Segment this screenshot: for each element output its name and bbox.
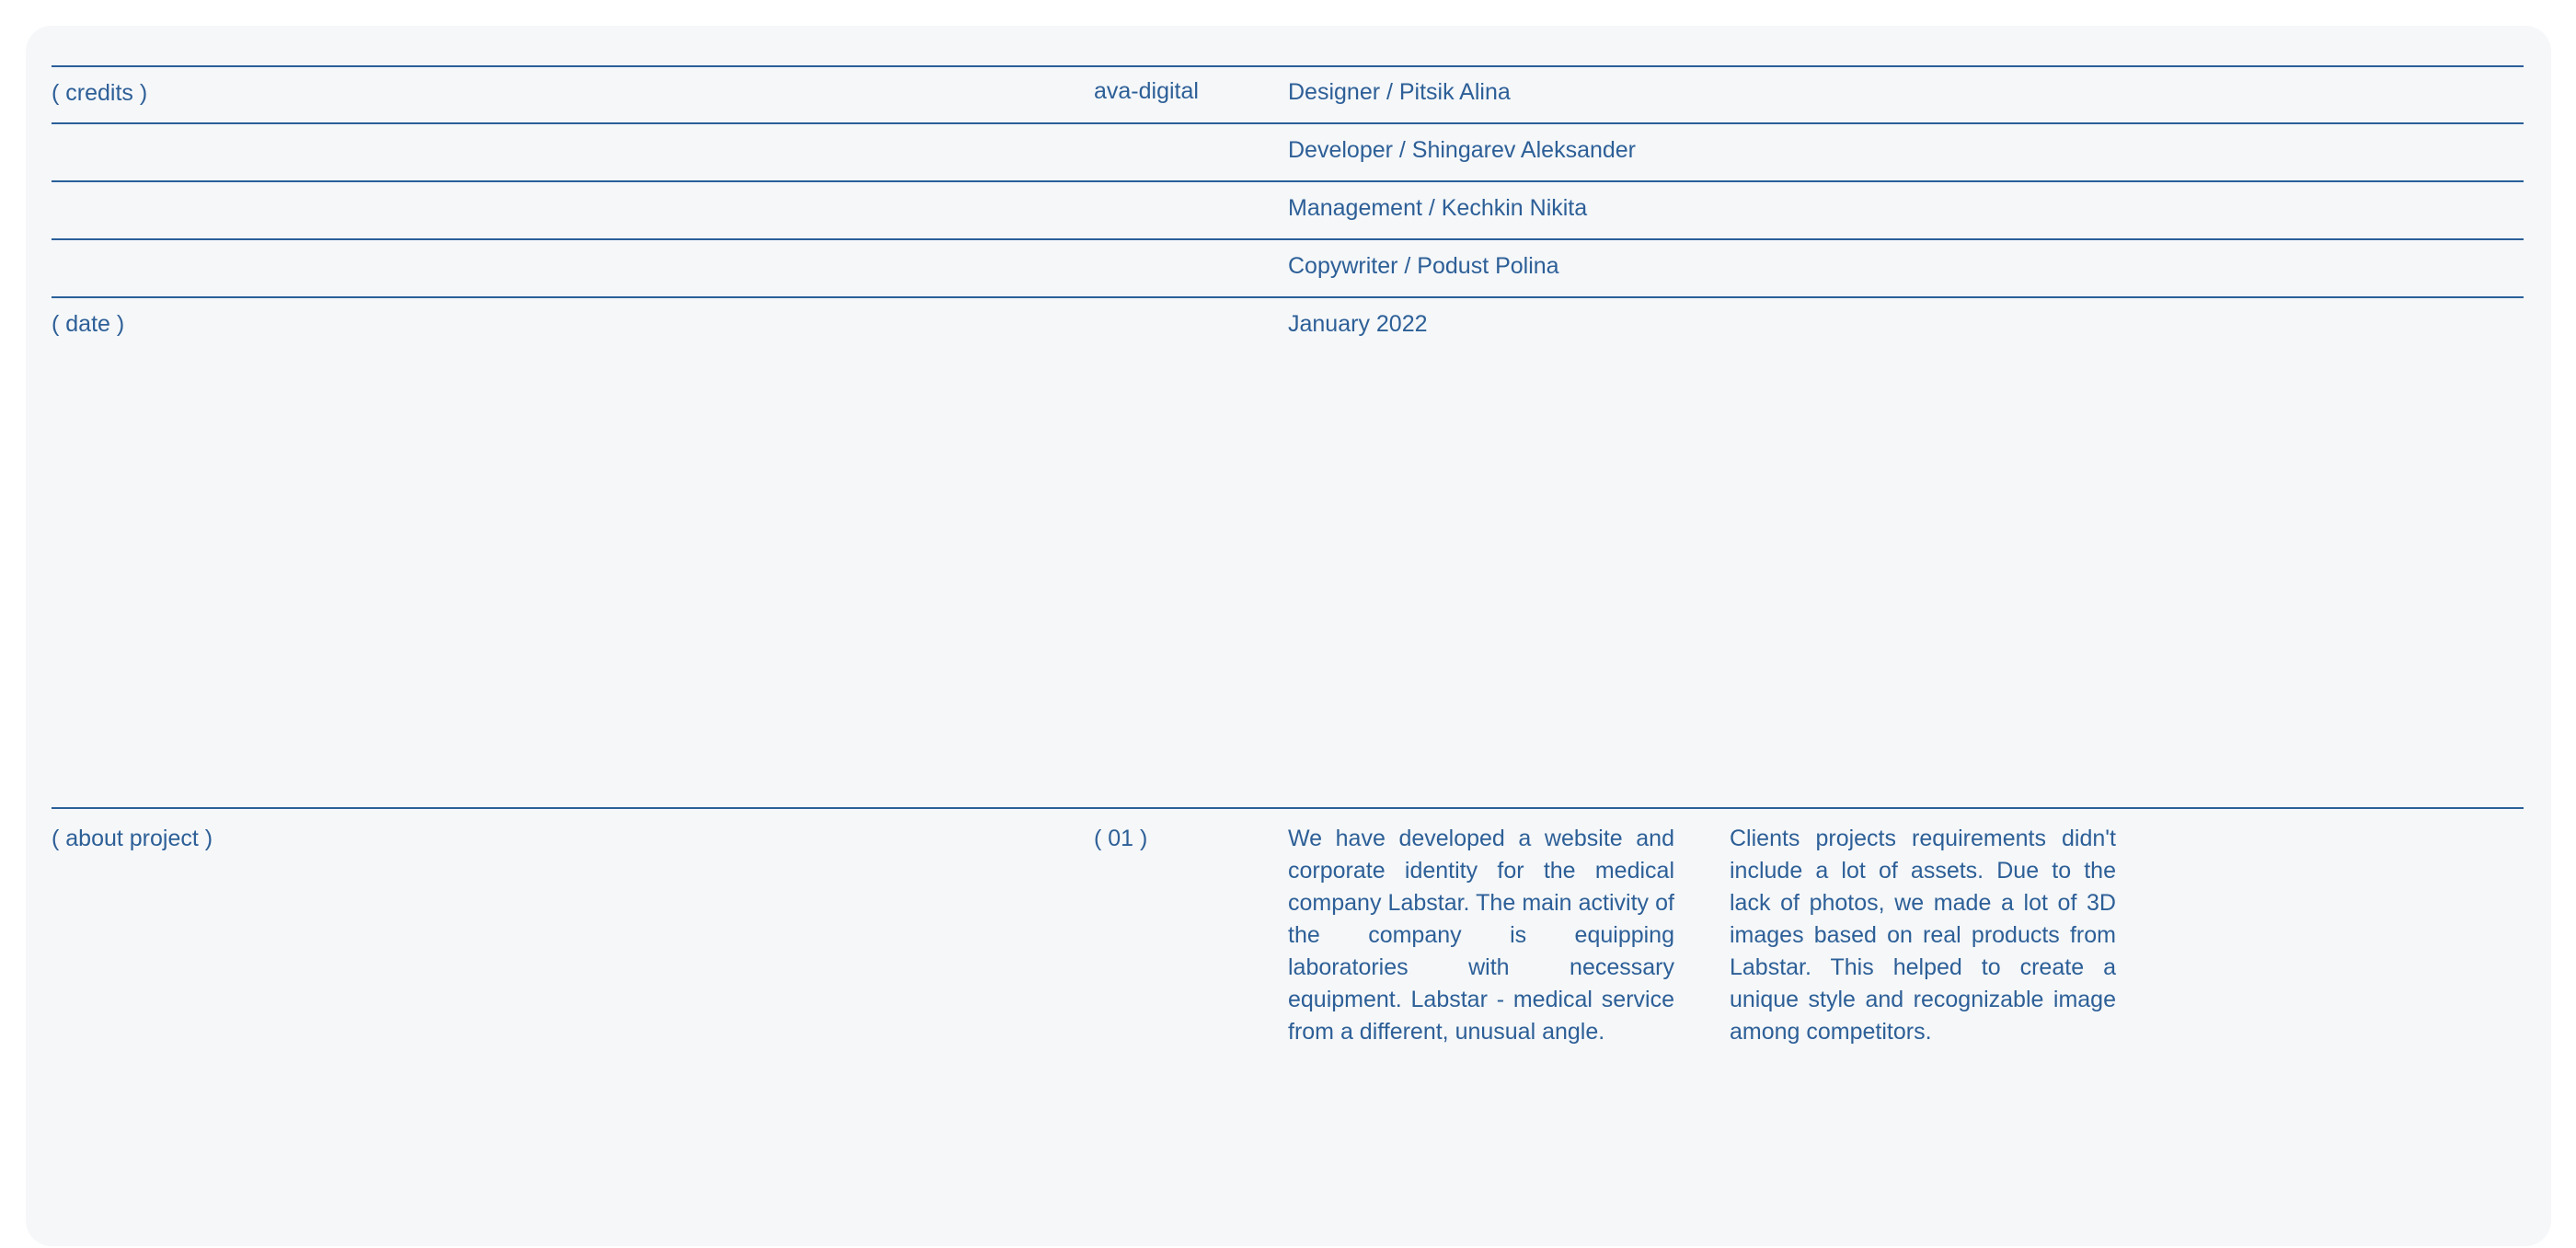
credits-label: ( credits )	[52, 80, 148, 106]
credit-designer: Designer / Pitsik Alina	[1288, 79, 1511, 105]
divider	[52, 180, 2524, 182]
divider	[52, 122, 2524, 124]
about-label: ( about project )	[52, 826, 213, 851]
divider	[52, 65, 2524, 67]
date-label: ( date )	[52, 311, 125, 337]
agency-name: ava-digital	[1094, 78, 1199, 104]
credit-management: Management / Kechkin Nikita	[1288, 195, 1588, 221]
divider	[52, 296, 2524, 298]
divider	[52, 807, 2524, 809]
about-paragraph-2: Clients projects requirements didn't include a lot of assets. Due to the lack of photos, we made a lot of 3D images based on real products from Labstar. This helped to create a unique style and recognizable image among competitors.	[1730, 826, 2116, 1045]
about-index: ( 01 )	[1094, 826, 1148, 851]
credit-copywriter: Copywriter / Podust Polina	[1288, 253, 1559, 279]
divider	[52, 238, 2524, 240]
credit-developer: Developer / Shingarev Aleksander	[1288, 137, 1637, 163]
date-value: January 2022	[1288, 311, 1428, 337]
about-paragraph-1: We have developed a website and corporate identity for the medical company Labstar. The main activity of the company is equipping laboratories with necessary equipment. Labstar - medical service from a different, unusual angle.	[1288, 826, 1674, 1045]
